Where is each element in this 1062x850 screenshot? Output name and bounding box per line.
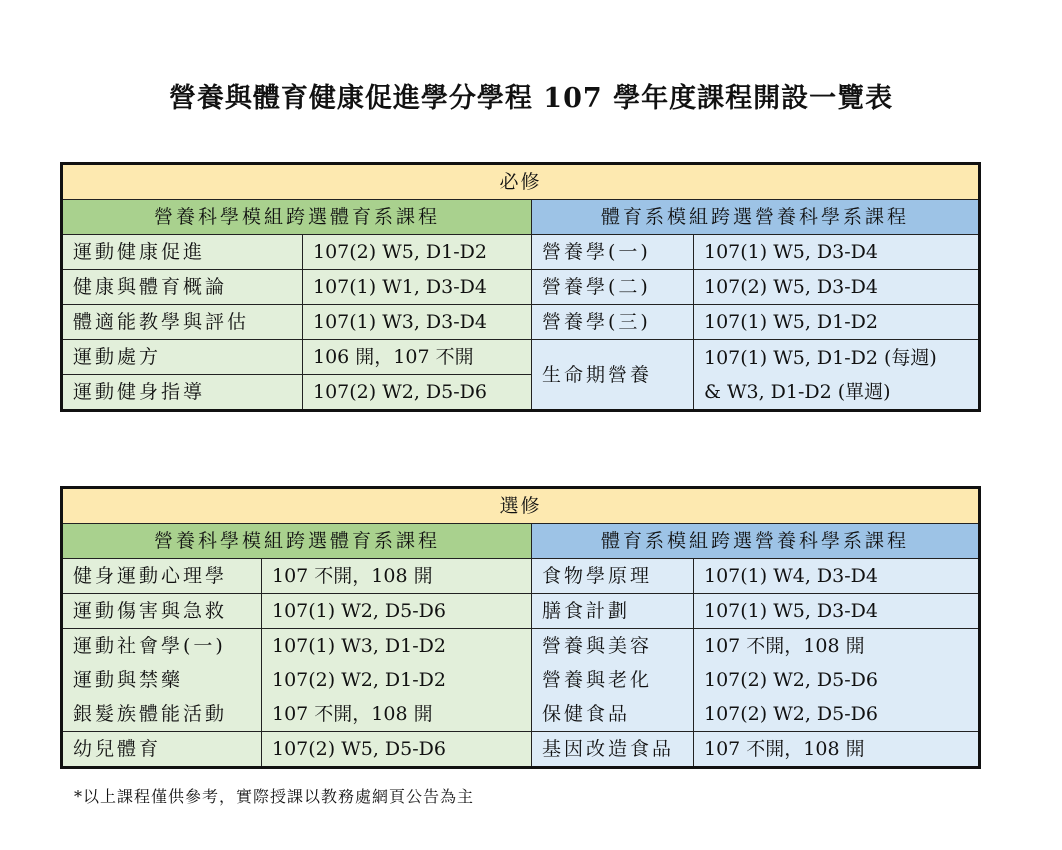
course-name: 運動社會學(一) (62, 629, 262, 664)
course-schedule: 107 不開，108 開 (262, 697, 532, 732)
course-name: 體適能教學與評估 (62, 305, 303, 340)
course-schedule (694, 340, 980, 411)
section-header-elective: 選修 (62, 488, 980, 524)
table-row (62, 235, 980, 270)
course-schedule: 107 不開，108 開 (262, 559, 532, 594)
table-row (62, 663, 980, 697)
group-header-pe-module: 體育系模組跨選營養科學系課程 (532, 200, 980, 235)
table-row (62, 305, 980, 340)
course-name: 保健食品 (532, 697, 694, 732)
table-row (62, 594, 980, 629)
course-schedule: 107(2) W2, D1-D2 (262, 663, 532, 697)
group-header-pe-module: 體育系模組跨選營養科學系課程 (532, 524, 980, 559)
course-schedule: 107(2) W2, D5-D6 (303, 375, 532, 411)
course-schedule: 107(1) W3, D1-D2 (262, 629, 532, 664)
course-schedule: 107(2) W5, D1-D2 (303, 235, 532, 270)
schedule-line: 107(1) W5, D1-D2 (每週) (704, 346, 937, 369)
course-schedule: 107(1) W5, D3-D4 (694, 594, 980, 629)
required-courses-table (60, 162, 981, 412)
group-header-row (62, 200, 980, 235)
table-row (62, 270, 980, 305)
course-schedule: 107(1) W2, D5-D6 (262, 594, 532, 629)
course-schedule: 107(1) W4, D3-D4 (694, 559, 980, 594)
course-name: 營養與老化 (532, 663, 694, 697)
course-schedule: 107(2) W2, D5-D6 (694, 663, 980, 697)
course-schedule: 107 不開，108 開 (694, 732, 980, 768)
course-name: 運動與禁藥 (62, 663, 262, 697)
section-header-row (62, 164, 980, 200)
course-name: 運動健身指導 (62, 375, 303, 411)
course-schedule: 107(1) W1, D3-D4 (303, 270, 532, 305)
course-name: 生命期營養 (532, 340, 694, 411)
course-name: 健身運動心理學 (62, 559, 262, 594)
course-name: 膳食計劃 (532, 594, 694, 629)
course-schedule: 107(1) W3, D3-D4 (303, 305, 532, 340)
course-schedule: 107(2) W5, D5-D6 (262, 732, 532, 768)
course-name: 營養學(一) (532, 235, 694, 270)
course-schedule: 107(1) W5, D3-D4 (694, 235, 980, 270)
table-row (62, 732, 980, 768)
table-row (62, 697, 980, 732)
course-name: 運動健康促進 (62, 235, 303, 270)
section-header-required: 必修 (62, 164, 980, 200)
page-title: 營養與體育健康促進學分學程 107 學年度課程開設一覽表 (168, 83, 894, 114)
course-schedule: 107 不開，108 開 (694, 629, 980, 664)
table-row (62, 629, 980, 664)
course-name: 基因改造食品 (532, 732, 694, 768)
footnote: *以上課程僅供參考，實際授課以教務處網頁公告為主 (74, 787, 475, 806)
group-header-nutrition-module: 營養科學模組跨選體育系課程 (62, 524, 532, 559)
course-name: 銀髮族體能活動 (62, 697, 262, 732)
course-name: 運動處方 (62, 340, 303, 375)
course-schedule: 106 開，107 不開 (303, 340, 532, 375)
group-header-nutrition-module: 營養科學模組跨選體育系課程 (62, 200, 532, 235)
course-name: 運動傷害與急救 (62, 594, 262, 629)
course-schedule: 107(1) W5, D1-D2 (694, 305, 980, 340)
course-name: 營養學(二) (532, 270, 694, 305)
course-name: 食物學原理 (532, 559, 694, 594)
section-header-row (62, 488, 980, 524)
table-row (62, 340, 980, 375)
course-schedule: 107(2) W5, D3-D4 (694, 270, 980, 305)
course-name: 營養與美容 (532, 629, 694, 664)
course-name: 健康與體育概論 (62, 270, 303, 305)
group-header-row (62, 524, 980, 559)
schedule-line: & W3, D1-D2 (單週) (704, 380, 891, 403)
table-row (62, 559, 980, 594)
course-name: 幼兒體育 (62, 732, 262, 768)
course-schedule: 107(2) W2, D5-D6 (694, 697, 980, 732)
course-name: 營養學(三) (532, 305, 694, 340)
elective-courses-table (60, 486, 981, 769)
